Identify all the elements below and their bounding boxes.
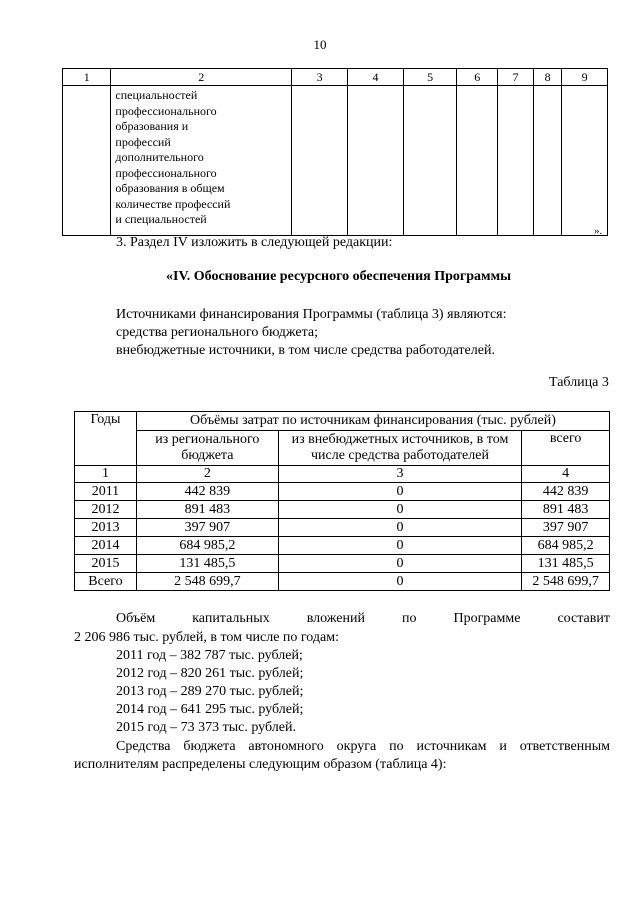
column-number: 6 <box>457 69 497 86</box>
column-number: 3 <box>278 466 521 483</box>
word: по <box>401 611 417 626</box>
total-cell: 131 485,5 <box>522 555 610 573</box>
text-line: профессионального <box>115 165 217 180</box>
capital-year-line: 2011 год – 382 787 тыс. рублей; <box>116 648 303 663</box>
extrabudgetary-cell: 0 <box>278 519 521 537</box>
header-funding-group: Объёмы затрат по источникам финансирования (тыс. рублей) <box>136 412 609 431</box>
table-row <box>75 537 610 555</box>
word: Объём <box>116 611 156 626</box>
column-number: 9 <box>562 69 608 86</box>
text-line: и специальностей <box>115 212 207 226</box>
table-header-row <box>75 412 610 431</box>
extrabudgetary-cell: 0 <box>278 555 521 573</box>
column-number: 2 <box>111 69 292 86</box>
total-cell: 397 907 <box>522 519 610 537</box>
total-cell: 2 548 699,7 <box>522 573 610 591</box>
column-number: 8 <box>534 69 562 86</box>
table-cell <box>534 86 562 236</box>
column-number: 1 <box>75 466 137 483</box>
column-number-row <box>75 466 610 483</box>
total-cell: 891 483 <box>522 501 610 519</box>
table-row <box>75 483 610 501</box>
column-number: 2 <box>136 466 278 483</box>
intro-line: внебюджетные источники, в том числе средства работодателей. <box>116 343 495 358</box>
regional-cell: 397 907 <box>136 519 278 537</box>
column-number-row <box>63 69 608 86</box>
header-years: Годы <box>75 412 137 466</box>
column-number: 4 <box>522 466 610 483</box>
table-row <box>63 86 608 236</box>
capital-year-line: 2012 год – 820 261 тыс. рублей; <box>116 666 304 681</box>
text-line: образования в общем <box>115 181 225 195</box>
capital-investment-line <box>116 611 610 627</box>
extrabudgetary-cell: 0 <box>278 501 521 519</box>
regional-cell: 131 485,5 <box>136 555 278 573</box>
column-number: 5 <box>403 69 457 86</box>
capital-total-line: 2 206 986 тыс. рублей, в том числе по годам: <box>74 630 339 645</box>
table-cell <box>63 86 111 236</box>
word: вложений <box>306 611 365 626</box>
capital-year-line: 2013 год – 289 270 тыс. рублей; <box>116 684 304 699</box>
regional-cell: 442 839 <box>136 483 278 501</box>
year-cell: 2013 <box>75 519 137 537</box>
table-cell <box>403 86 457 236</box>
section-heading: «IV. Обоснование ресурсного обеспечения Программы <box>166 269 512 284</box>
capital-year-line: 2014 год – 641 295 тыс. рублей; <box>116 702 304 717</box>
text-line: профессионального <box>115 103 217 118</box>
word: составит <box>557 611 610 626</box>
word: капитальных <box>192 611 270 626</box>
extrabudgetary-cell: 0 <box>278 483 521 501</box>
year-cell: 2014 <box>75 537 137 555</box>
intro-line: средства регионального бюджета; <box>116 325 318 340</box>
regional-cell: 891 483 <box>136 501 278 519</box>
year-cell: 2015 <box>75 555 137 573</box>
funding-table <box>74 411 610 591</box>
header-regional: из регионального бюджета <box>136 431 278 466</box>
year-cell: 2012 <box>75 501 137 519</box>
intro-line: Источниками финансирования Программы (таблица 3) являются: <box>116 307 507 322</box>
table-total-row <box>75 573 610 591</box>
closing-line: Средства бюджета автономного округа по источникам и ответственным <box>116 739 610 754</box>
extrabudgetary-cell: 0 <box>278 573 521 591</box>
text-line: профессий <box>115 134 171 149</box>
extrabudgetary-cell: 0 <box>278 537 521 555</box>
page-number: 10 <box>313 37 327 52</box>
table-subheader-row <box>75 431 610 466</box>
table-cell <box>348 86 403 236</box>
regional-cell: 684 985,2 <box>136 537 278 555</box>
table-cell <box>457 86 497 236</box>
column-number: 7 <box>497 69 533 86</box>
quote-end-mark: ». <box>594 225 603 237</box>
table-row <box>75 519 610 537</box>
indicator-text-cell <box>111 86 292 236</box>
year-cell: 2011 <box>75 483 137 501</box>
year-cell: Всего <box>75 573 137 591</box>
column-number: 1 <box>63 69 111 86</box>
table-cell <box>291 86 347 236</box>
table-row <box>75 501 610 519</box>
text-line: образования и <box>115 119 189 133</box>
section-instruction: 3. Раздел IV изложить в следующей редакции: <box>116 235 393 250</box>
regional-cell: 2 548 699,7 <box>136 573 278 591</box>
table-caption: Таблица 3 <box>549 375 609 390</box>
text-line: специальностей <box>115 88 198 102</box>
capital-year-line: 2015 год – 73 373 тыс. рублей. <box>116 720 296 735</box>
header-extrabudgetary: из внебюджетных источников, в том числе средства работодателей <box>278 431 521 466</box>
header-total: всего <box>522 431 610 466</box>
column-number: 3 <box>291 69 347 86</box>
table-cell <box>497 86 533 236</box>
text-line: дополнительного <box>115 150 204 164</box>
word: Программе <box>453 611 521 626</box>
text-line: количестве профессий <box>115 196 231 211</box>
column-number: 4 <box>348 69 403 86</box>
table-cell <box>562 86 608 236</box>
total-cell: 442 839 <box>522 483 610 501</box>
total-cell: 684 985,2 <box>522 537 610 555</box>
closing-line: исполнителям распределены следующим образом (таблица 4): <box>74 757 447 772</box>
table-row <box>75 555 610 573</box>
continuation-table <box>62 68 608 236</box>
